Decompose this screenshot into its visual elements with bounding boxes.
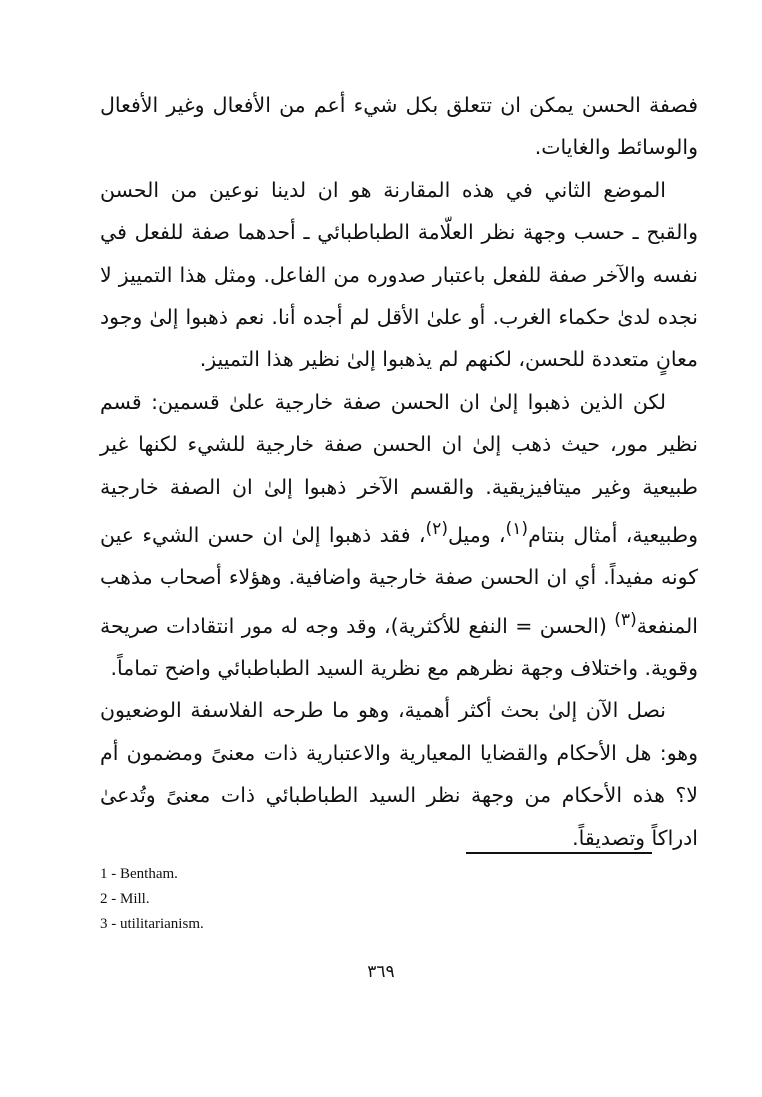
paragraph-3-part-a: لكن الذين ذهبوا إلىٰ ان الحسن صفة خارجية علىٰ قسمين: قسم نظير مور، حيث ذهب إلىٰ ان الحسن صفة خارجية للشيء لكنها غير طبيعية وغير ميتافيزيقية. والقسم الآخر ذهبوا إلىٰ ان الصفة خارجية وطبيعية، أمثال بنتام	[100, 389, 698, 547]
page-number: ٣٦٩	[367, 962, 395, 982]
paragraph-3-part-d: (الحسن = النفع للأكثرية)، وقد وجه له مور انتقادات صريحة وقوية. واختلاف وجهة نظرهم مع نظرية السيد الطباطبائي واضح تماماً.	[100, 613, 698, 680]
footnote-marker-1: (١)	[505, 519, 529, 540]
paragraph-4: نصل الآن إلىٰ بحث أكثر أهمية، وهو ما طرحه الفلاسفة الوضعيون وهو: هل الأحكام والقضايا المعيارية والاعتبارية ذات معنىً ومضمون أم لا؟ هذه الأحكام من وجهة نظر السيد الطباطبائي ذات معنىً وتُدعىٰ ادراكاً وتصديقاً.	[100, 698, 698, 850]
footnotes	[100, 862, 500, 937]
footnote-2: 2 - Mill.	[100, 891, 150, 907]
main-text	[100, 84, 698, 859]
footnote-marker-2: (٢)	[425, 519, 449, 540]
footnote-1: 1 - Bentham.	[100, 866, 178, 882]
paragraph-3-part-c: ، فقد ذهبوا إلىٰ ان حسن الشيء عين كونه مفيداً. أي ان الحسن صفة خارجية واضافية. وهؤلاء أصحاب مذهب المنفعة	[100, 522, 698, 638]
footnote-3: 3 - utilitarianism.	[100, 916, 204, 932]
paragraph-3-part-b: ، وميل	[448, 522, 506, 547]
paragraph-2: الموضع الثاني في هذه المقارنة هو ان لدينا نوعين من الحسن والقبح ـ حسب وجهة نظر العلّامة الطباطبائي ـ أحدهما صفة للفعل في نفسه والآخر صفة للفعل باعتبار صدوره من الفاعل. ومثل هذا التمييز لا نجده لدىٰ حكماء الغرب. أو علىٰ الأقل لم أجده أنا. نعم ذهبوا إلىٰ وجود معانٍ متعددة للحسن، لكنهم لم يذهبوا إلىٰ نظير هذا التمييز.	[100, 177, 698, 372]
footnote-marker-3: (٣)	[614, 609, 637, 630]
paragraph-3	[100, 381, 698, 690]
paragraph-1: فصفة الحسن يمكن ان تتعلق بكل شيء أعم من الأفعال وغير الأفعال والوسائط والغايات.	[100, 93, 698, 160]
footnote-separator	[466, 852, 652, 854]
